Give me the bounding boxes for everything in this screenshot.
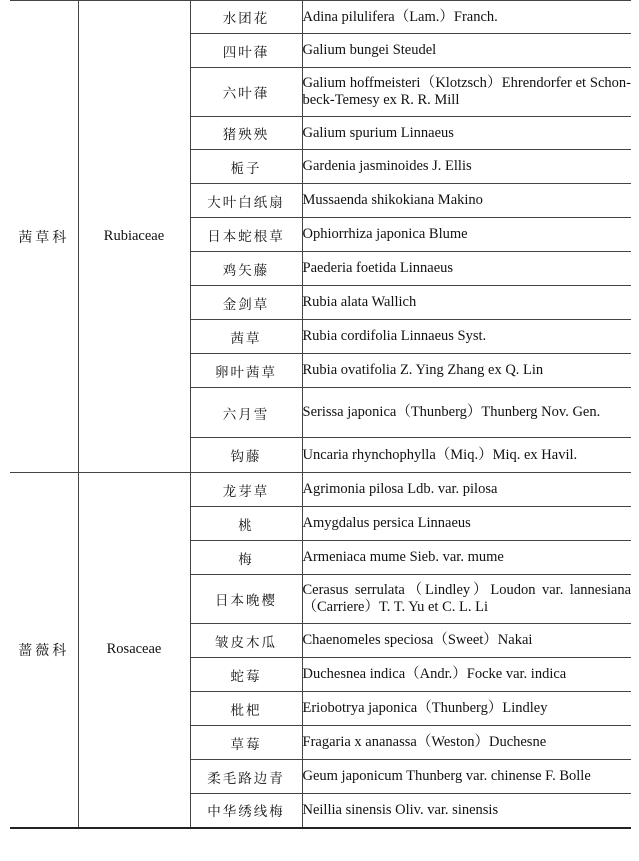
species-scientific-name: Gardenia jasminoides J. Ellis: [302, 150, 631, 184]
species-scientific-name: Cerasus serrulata（Lindley）Loudon var. lannesiana（Carriere）T. T. Yu et C. L. Li: [302, 575, 631, 624]
species-table-page: [10, 0, 631, 829]
species-common-name: 大叶白纸扇: [190, 184, 302, 218]
species-common-name: 卵叶茜草: [190, 354, 302, 388]
species-table: [10, 0, 631, 829]
species-common-name: 枇杷: [190, 692, 302, 726]
species-common-name: 金剑草: [190, 286, 302, 320]
species-common-name: 六叶葎: [190, 68, 302, 117]
family-name-latin: Rubiaceae: [78, 1, 190, 473]
species-scientific-name: Serissa japonica（Thunberg）Thunberg Nov. Gen.: [302, 388, 631, 438]
species-scientific-name: Geum japonicum Thunberg var. chinense F. Bolle: [302, 760, 631, 794]
species-scientific-name: Adina pilulifera（Lam.）Franch.: [302, 1, 631, 34]
species-scientific-name: Ophiorrhiza japonica Blume: [302, 218, 631, 252]
table-row: [10, 473, 631, 507]
species-scientific-name: Rubia alata Wallich: [302, 286, 631, 320]
species-scientific-name: Galium spurium Linnaeus: [302, 117, 631, 150]
family-name-chinese: 茜草科: [10, 1, 78, 473]
species-common-name: 日本蛇根草: [190, 218, 302, 252]
species-scientific-name: Eriobotrya japonica（Thunberg）Lindley: [302, 692, 631, 726]
species-common-name: 桃: [190, 507, 302, 541]
species-common-name: 六月雪: [190, 388, 302, 438]
species-common-name: 茜草: [190, 320, 302, 354]
species-scientific-name: Paederia foetida Linnaeus: [302, 252, 631, 286]
species-scientific-name: Galium bungei Steudel: [302, 34, 631, 68]
family-name-latin: Rosaceae: [78, 473, 190, 828]
species-scientific-name: Galium hoffmeisteri（Klotzsch）Ehrendorfer et Schon-beck-Temesy ex R. R. Mill: [302, 68, 631, 117]
species-common-name: 草莓: [190, 726, 302, 760]
species-common-name: 龙芽草: [190, 473, 302, 507]
species-scientific-name: Duchesnea indica（Andr.）Focke var. indica: [302, 658, 631, 692]
species-common-name: 日本晚樱: [190, 575, 302, 624]
species-scientific-name: Uncaria rhynchophylla（Miq.）Miq. ex Havil.: [302, 438, 631, 473]
species-common-name: 栀子: [190, 150, 302, 184]
species-scientific-name: Amygdalus persica Linnaeus: [302, 507, 631, 541]
species-common-name: 水团花: [190, 1, 302, 34]
species-common-name: 中华绣线梅: [190, 794, 302, 828]
species-common-name: 猪殃殃: [190, 117, 302, 150]
species-table-body: [10, 1, 631, 828]
table-row: [10, 1, 631, 34]
species-scientific-name: Fragaria x ananassa（Weston）Duchesne: [302, 726, 631, 760]
species-scientific-name: Rubia cordifolia Linnaeus Syst.: [302, 320, 631, 354]
species-common-name: 鸡矢藤: [190, 252, 302, 286]
species-common-name: 皱皮木瓜: [190, 624, 302, 658]
species-scientific-name: Rubia ovatifolia Z. Ying Zhang ex Q. Lin: [302, 354, 631, 388]
species-common-name: 柔毛路边青: [190, 760, 302, 794]
species-common-name: 梅: [190, 541, 302, 575]
species-common-name: 四叶葎: [190, 34, 302, 68]
species-common-name: 蛇莓: [190, 658, 302, 692]
species-scientific-name: Armeniaca mume Sieb. var. mume: [302, 541, 631, 575]
species-scientific-name: Neillia sinensis Oliv. var. sinensis: [302, 794, 631, 828]
species-scientific-name: Chaenomeles speciosa（Sweet）Nakai: [302, 624, 631, 658]
species-common-name: 钩藤: [190, 438, 302, 473]
species-scientific-name: Agrimonia pilosa Ldb. var. pilosa: [302, 473, 631, 507]
species-scientific-name: Mussaenda shikokiana Makino: [302, 184, 631, 218]
family-name-chinese: 蔷薇科: [10, 473, 78, 828]
